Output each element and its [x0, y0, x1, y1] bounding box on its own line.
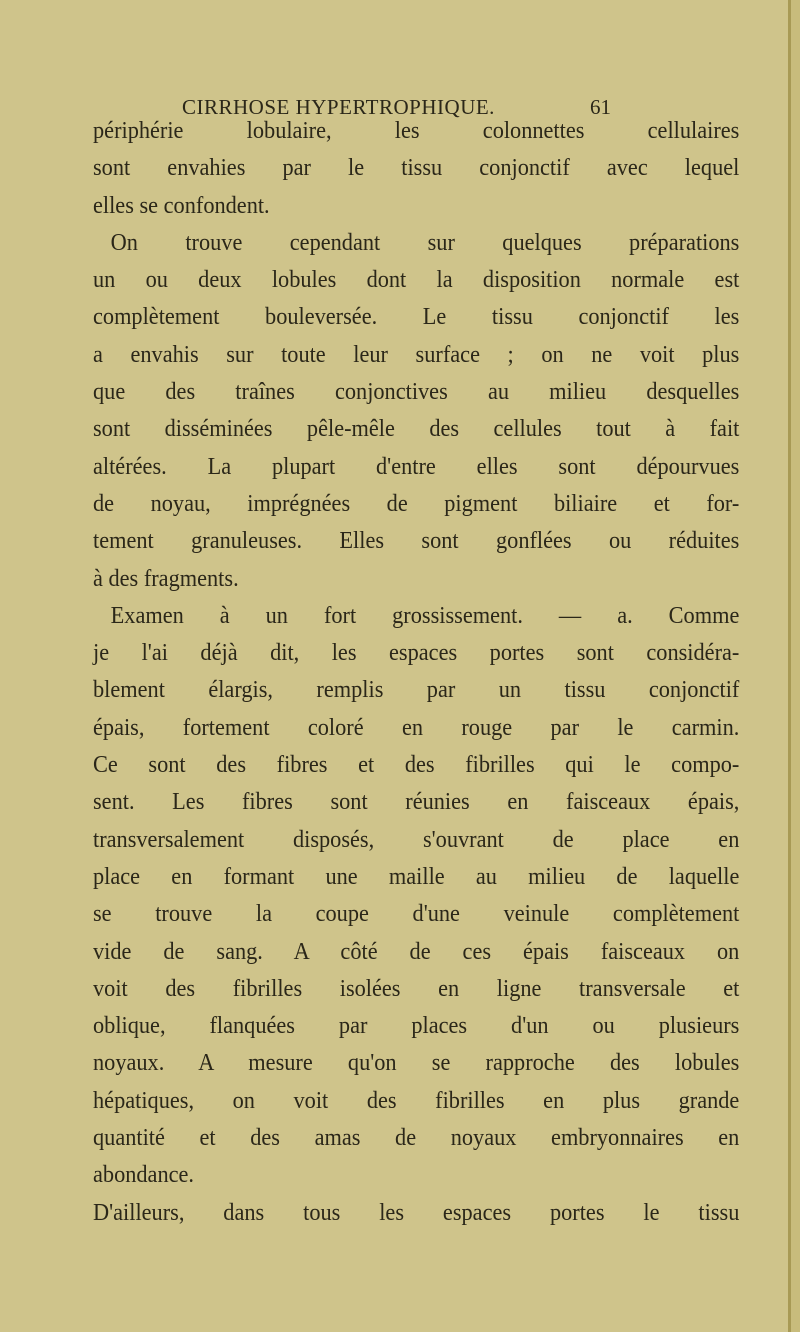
text-line: On trouve cependant sur quelques préparations [110, 229, 740, 256]
text-line: noyaux. A mesure qu'on se rapproche des lobules [93, 1050, 740, 1077]
text-line: je l'ai déjà dit, les espaces portes sont considéra- [93, 640, 740, 667]
text-line: sont envahies par le tissu conjonctif avec lequel [93, 155, 740, 182]
running-title: CIRRHOSE HYPERTROPHIQUE. [182, 95, 495, 119]
text-line: de noyau, imprégnées de pigment biliaire et for- [93, 490, 740, 517]
text-line: Examen à un fort grossissement. — a. Comme [110, 602, 740, 629]
text-line: transversalement disposés, s'ouvrant de place en [93, 826, 740, 853]
text-line: elles se confondent. [93, 192, 270, 219]
text-line: place en formant une maille au milieu de laquelle [93, 863, 740, 890]
text-line: vide de sang. A côté de ces épais faisceaux on [93, 938, 740, 965]
text-line: épais, fortement coloré en rouge par le carmin. [93, 714, 740, 741]
text-line: se trouve la coupe d'une veinule complètement [93, 901, 740, 928]
text-line: que des traînes conjonctives au milieu desquelles [93, 379, 740, 406]
body-text [93, 113, 739, 1232]
text-line: abondance. [93, 1162, 195, 1189]
page-margin-shadow [791, 0, 800, 1332]
text-line: oblique, flanquées par places d'un ou plusieurs [93, 1013, 740, 1040]
text-line: D'ailleurs, dans tous les espaces portes le tissu [93, 1199, 740, 1226]
text-line: sont disséminées pêle-mêle des cellules tout à fait [93, 416, 740, 443]
text-line: quantité et des amas de noyaux embryonnaires en [93, 1125, 740, 1152]
text-line: tement granuleuses. Elles sont gonflées ou réduites [93, 528, 740, 555]
text-line: complètement bouleversée. Le tissu conjonctif les [93, 304, 740, 331]
text-line: à des fragments. [93, 565, 239, 592]
text-line: voit des fibrilles isolées en ligne transversale et [93, 975, 740, 1002]
text-line: blement élargis, remplis par un tissu conjonctif [93, 677, 740, 704]
text-line: altérées. La plupart d'entre elles sont dépourvues [93, 453, 740, 480]
text-line: un ou deux lobules dont la disposition normale est [93, 267, 740, 294]
page-number: 61 [590, 95, 611, 119]
text-line: hépatiques, on voit des fibrilles en plus grande [93, 1087, 740, 1114]
text-line: périphérie lobulaire, les colonnettes cellulaires [93, 118, 740, 144]
text-line: a envahis sur toute leur surface ; on ne voit plus [93, 341, 740, 368]
text-line: Ce sont des fibres et des fibrilles qui le compo- [93, 752, 740, 779]
text-line: sent. Les fibres sont réunies en faisceaux épais, [93, 789, 740, 816]
